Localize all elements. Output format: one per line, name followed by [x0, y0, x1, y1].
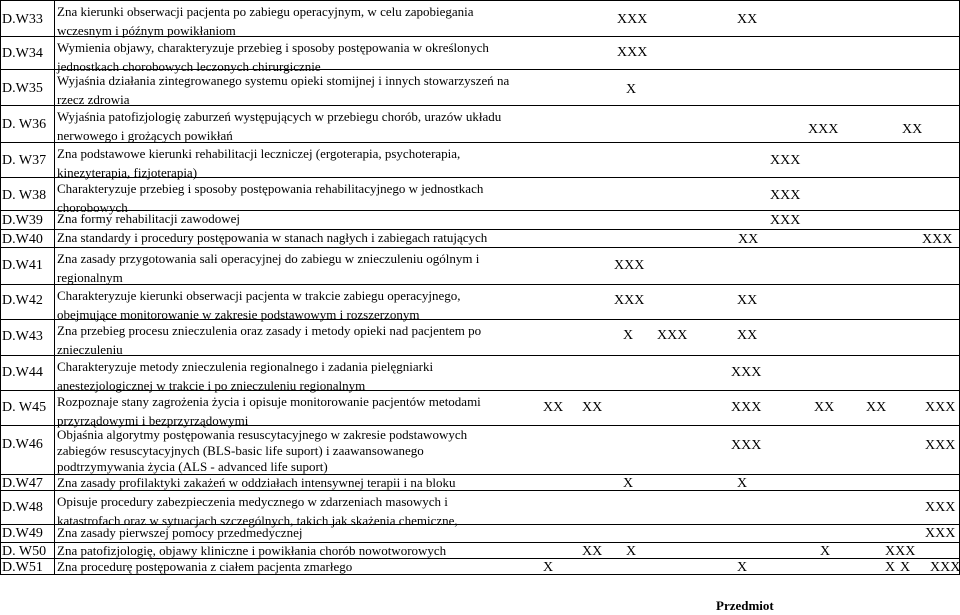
description-line: Zna zasady przygotowania sali operacyjnej do zabiegu w znieczuleniu ogólnym i	[57, 251, 480, 266]
description-line: Charakteryzuje przebieg i sposoby postępowania rehabilitacyjnego w jednostkach	[57, 181, 484, 196]
coverage-mark: XXX	[731, 438, 762, 453]
outcome-description	[57, 249, 479, 287]
coverage-mark: X	[885, 560, 896, 575]
description-line: rzecz zdrowia	[57, 92, 130, 107]
coverage-mark: XX	[582, 400, 603, 415]
coverage-mark: XX	[737, 293, 758, 308]
footer-subject-label: Przedmiot	[716, 598, 774, 613]
coverage-mark: X	[737, 560, 748, 575]
coverage-mark: XX	[737, 328, 758, 343]
table-row	[0, 106, 960, 143]
coverage-mark: XXX	[922, 232, 953, 247]
outcome-code: D. W37	[2, 153, 47, 168]
description-line: Rozpoznaje stany zagrożenia życia i opisuje monitorowanie pacjentów metodami	[57, 394, 481, 409]
table-row	[0, 0, 960, 37]
description-line: kinezyterapia, fizjoterapia)	[57, 165, 198, 180]
coverage-mark: XX	[738, 232, 759, 247]
table-row	[0, 426, 960, 475]
description-line: chorobowych	[57, 200, 128, 215]
description-line: Zna patofizjologię, objawy kliniczne i powikłania chorób nowotworowych	[57, 543, 447, 558]
description-line: Zna podstawowe kierunki rehabilitacji leczniczej (ergoterapia, psychoterapia,	[57, 146, 461, 161]
outcome-description	[57, 286, 461, 324]
coverage-mark: XXX	[731, 400, 762, 415]
table-row	[0, 559, 960, 575]
description-line: Opisuje procedury zabezpieczenia medycznego w zdarzeniach masowych i	[57, 494, 448, 509]
outcome-description	[57, 357, 433, 395]
outcome-code: D.W34	[2, 46, 43, 61]
coverage-mark: XXX	[617, 12, 648, 27]
table-row	[0, 37, 960, 74]
coverage-mark: X	[737, 476, 748, 491]
coverage-mark: XXX	[770, 213, 801, 228]
description-line: Zna zasady pierwszej pomocy przedmedycznej	[57, 525, 303, 540]
table-row	[0, 475, 960, 491]
description-line: Zna zasady profilaktyki zakażeń w oddziałach intensywnej terapii i na bloku	[57, 475, 456, 490]
coverage-mark: XXX	[808, 122, 839, 137]
outcome-code: D.W40	[2, 232, 43, 247]
description-line: obejmujące monitorowanie w zakresie podstawowym i rozszerzonym	[57, 307, 420, 322]
table-row	[0, 248, 960, 285]
outcome-description	[57, 71, 509, 109]
coverage-mark: X	[623, 328, 634, 343]
outcome-code: D.W43	[2, 329, 43, 344]
outcome-description	[57, 107, 501, 145]
description-line: katastrofach oraz w sytuacjach szczególnych, takich jak skażenia chemiczne,	[57, 513, 458, 528]
coverage-mark: XX	[902, 122, 923, 137]
table-row	[0, 543, 960, 559]
description-line: Zna standardy i procedury postępowania w stanach nagłych i zabiegach ratujących	[57, 230, 488, 245]
description-line: regionalnym	[57, 270, 123, 285]
outcome-description	[57, 392, 481, 430]
description-line: Objaśnia algorytmy postępowania resuscytacyjnego w zakresie podstawowych	[57, 427, 468, 442]
outcome-description	[57, 427, 467, 475]
table-row	[0, 525, 960, 543]
coverage-mark: X	[543, 560, 554, 575]
coverage-mark: XXX	[925, 438, 956, 453]
outcome-code: D.W48	[2, 500, 43, 515]
outcome-code: D.W39	[2, 213, 43, 228]
coverage-mark: X	[820, 544, 831, 559]
description-line: podtrzymywania życia (ALS - advanced life suport)	[57, 459, 328, 474]
outcome-code: D.W51	[2, 560, 43, 575]
coverage-mark: XXX	[731, 365, 762, 380]
table-row	[0, 211, 960, 230]
table-row	[0, 70, 960, 106]
coverage-mark: XXX	[925, 400, 956, 415]
outcome-description	[57, 2, 474, 40]
description-line: Wymienia objawy, charakteryzuje przebieg i sposoby postępowania w określonych	[57, 40, 489, 55]
coverage-mark: X	[623, 476, 634, 491]
description-line: zabiegów resuscytacyjnych (BLS-basic life suport) i zaawansowanego	[57, 443, 424, 458]
coverage-mark: XXX	[930, 560, 960, 575]
table-row	[0, 285, 960, 320]
outcome-description	[57, 475, 456, 491]
description-line: znieczuleniu	[57, 342, 123, 357]
coverage-mark: XXX	[925, 526, 956, 541]
table-row	[0, 391, 960, 426]
description-line: wczesnym i późnym powikłaniom	[57, 23, 236, 38]
outcome-description	[57, 230, 487, 246]
coverage-mark: XX	[737, 12, 758, 27]
coverage-mark: XXX	[617, 45, 648, 60]
description-line: Zna procedurę postępowania z ciałem pacjenta zmarłego	[57, 559, 353, 574]
outcome-description	[57, 543, 446, 559]
coverage-mark: XXX	[614, 258, 645, 273]
outcome-code: D.W33	[2, 12, 43, 27]
outcome-description	[57, 321, 481, 359]
outcome-code: D.W35	[2, 81, 43, 96]
description-line: Charakteryzuje metody znieczulenia regionalnego i zadania pielęgniarki	[57, 359, 434, 374]
coverage-mark: XXX	[614, 293, 645, 308]
description-line: Charakteryzuje kierunki obserwacji pacjenta w trakcie zabiegu operacyjnego,	[57, 288, 461, 303]
coverage-mark: XX	[866, 400, 887, 415]
coverage-mark: XXX	[925, 500, 956, 515]
outcome-description	[57, 525, 302, 541]
outcome-code: D. W36	[2, 117, 47, 132]
outcome-code: D. W45	[2, 400, 47, 415]
outcome-description	[57, 559, 352, 575]
coverage-mark: XX	[543, 400, 564, 415]
description-line: Zna kierunki obserwacji pacjenta po zabiegu operacyjnym, w celu zapobiegania	[57, 4, 474, 19]
coverage-mark: XX	[814, 400, 835, 415]
outcome-code: D.W44	[2, 365, 43, 380]
table-row	[0, 491, 960, 528]
outcome-code: D. W50	[2, 544, 47, 559]
coverage-mark: XXX	[770, 153, 801, 168]
description-line: przyrządowymi i bezprzyrządowymi	[57, 413, 249, 428]
table-row	[0, 356, 960, 391]
coverage-mark: XX	[582, 544, 603, 559]
outcome-code: D.W42	[2, 293, 43, 308]
table-row	[0, 178, 960, 215]
coverage-mark: XXX	[657, 328, 688, 343]
coverage-mark: X	[626, 82, 637, 97]
description-line: nerwowego i grożących powikłań	[57, 128, 233, 143]
description-line: Wyjaśnia działania zintegrowanego systemu opieki stomijnej i innych stowarzyszeń na	[57, 73, 510, 88]
outcome-code: D.W49	[2, 526, 43, 541]
coverage-mark: XXX	[885, 544, 916, 559]
table-row	[0, 230, 960, 248]
description-line: Zna przebieg procesu znieczulenia oraz zasady i metody opieki nad pacjentem po	[57, 323, 482, 338]
outcome-code: D.W41	[2, 258, 43, 273]
table-row	[0, 320, 960, 356]
table-row	[0, 143, 960, 178]
coverage-mark: XXX	[770, 188, 801, 203]
description-line: anestezjologicznej w trakcie i po znieczuleniu regionalnym	[57, 378, 366, 393]
outcome-code: D.W47	[2, 476, 43, 491]
outcome-code: D.W46	[2, 437, 43, 452]
description-line: jednostkach chorobowych leczonych chirurgicznie	[57, 59, 321, 74]
description-line: Wyjaśnia patofizjologię zaburzeń występujących w przebiegu chorób, urazów układu	[57, 109, 502, 124]
coverage-mark: X	[626, 544, 637, 559]
coverage-mark: X	[900, 560, 911, 575]
outcome-description	[57, 144, 460, 182]
outcome-code: D. W38	[2, 188, 47, 203]
outcome-description	[57, 211, 240, 227]
description-line: Zna formy rehabilitacji zawodowej	[57, 211, 241, 226]
